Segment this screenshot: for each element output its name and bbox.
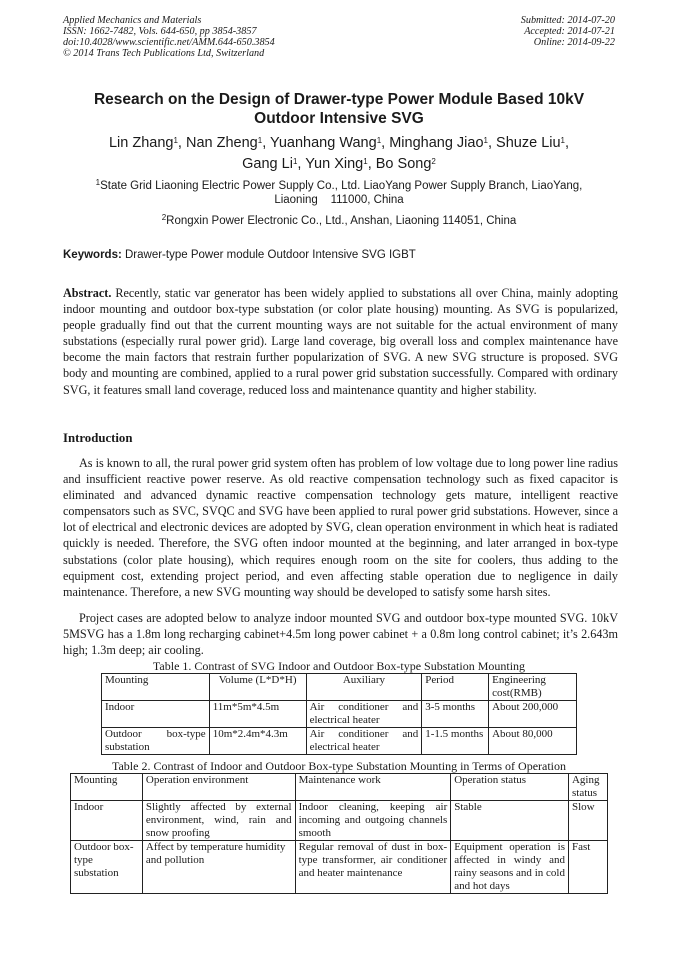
table-cell: 11m*5m*4.5m [209, 701, 306, 728]
table-cell: 1-1.5 months [422, 728, 489, 755]
table-header-cell: Aging status [568, 774, 607, 801]
author-name: Minghang Jiao [389, 135, 484, 151]
table-row [71, 841, 608, 894]
affiliation-2 [60, 214, 618, 228]
table-cell: About 80,000 [489, 728, 577, 755]
table-cell: Slightly affected by external environment, wind, rain and snow proofing [142, 801, 295, 841]
table-cell: Outdoor box-type substation [102, 728, 210, 755]
author-affil: 1 [257, 136, 263, 145]
table-2-caption: Table 2. Contrast of Indoor and Outdoor Box-type Substation Mounting in Terms of Operation [111, 759, 567, 773]
submitted-date: Submitted: 2014-07-20 [520, 15, 615, 26]
author-affil: 1 [376, 136, 382, 145]
author-name: Lin Zhang [108, 135, 174, 151]
affil-line: Rongxin Power Electronic Co., Ltd., Anshan, Liaoning 114051, China [166, 215, 517, 227]
affil-marker: 2 [161, 213, 167, 222]
table-row [71, 801, 608, 841]
table-cell: Indoor [71, 801, 143, 841]
keywords-label: Keywords: [63, 249, 122, 261]
table-header-cell: Engineering cost(RMB) [489, 674, 577, 701]
author-name: Gang Li [242, 156, 293, 172]
abstract-label: Abstract. [63, 286, 112, 300]
table-2 [70, 773, 608, 894]
affiliation-1 [60, 179, 618, 207]
affil-line: Liaoning 111000, China [274, 194, 404, 206]
table-cell: Affect by temperature humidity and pollution [142, 841, 295, 894]
table-cell: Indoor cleaning, keeping air incoming and outgoing channels smooth [295, 801, 451, 841]
submission-dates [521, 15, 615, 48]
table-1 [101, 673, 577, 755]
journal-doi: doi:10.4028/www.scientific.net/AMM.644-650.3854 [63, 37, 275, 48]
section-heading: Introduction [63, 431, 133, 445]
abstract [63, 285, 618, 398]
keywords [63, 249, 618, 261]
affil-line: State Grid Liaoning Electric Power Supply Co., Ltd. LiaoYang Power Supply Branch, LiaoYang, [100, 180, 583, 192]
table-header-cell: Mounting [71, 774, 143, 801]
paper-title [60, 90, 618, 128]
abstract-text: Recently, static var generator has been widely applied to substations all over China, mainly adopting indoor mounting and outdoor box-type substation (or color plate housing) mounting. As SVG is popularized, people gradually find out that the current mounting ways are not suitable for the actual environment of many substations (especially rural power grid). Large land coverage, big overall loss and complex maintenance have become the main factors that restrain further popularization of SVG. A new SVG structure is proposed. SVG body and mounting are combined, applied to a rural power grid substation successfully. Compared with ordinary SVG, it features small land coverage, reduced loss and maintenance quantity and higher stability. [63, 286, 618, 397]
table-header-cell: Auxiliary [306, 674, 422, 701]
table-1-caption: Table 1. Contrast of SVG Indoor and Outdoor Box-type Substation Mounting [152, 659, 526, 673]
table-cell: Air conditioner and electrical heater [306, 701, 422, 728]
table-cell: 10m*2.4m*4.3m [209, 728, 306, 755]
author-name: Bo Song [375, 156, 432, 172]
table-cell: Slow [568, 801, 607, 841]
author-affil: 1 [363, 157, 368, 166]
author-name: Nan Zheng [185, 135, 258, 151]
author-affil: 1 [560, 136, 565, 145]
online-date: Online: 2014-09-22 [533, 37, 615, 48]
journal-copyright: © 2014 Trans Tech Publications Ltd, Switzerland [63, 48, 265, 59]
table-cell: Indoor [102, 701, 210, 728]
journal-name: Applied Mechanics and Materials [63, 15, 202, 26]
table-header-cell: Mounting [102, 674, 210, 701]
table-header-cell: Period [422, 674, 489, 701]
journal-info [63, 15, 275, 59]
author-affil: 1 [292, 157, 298, 166]
author-affil: 1 [483, 136, 488, 145]
table-cell: About 200,000 [489, 701, 577, 728]
author-affil: 2 [431, 157, 436, 166]
table-header-cell: Volume (L*D*H) [209, 674, 306, 701]
table-header-row [102, 674, 577, 701]
table-cell: Equipment operation is affected in windy and rainy seasons and in cold and hot days [451, 841, 569, 894]
table-header-row [71, 774, 608, 801]
table-cell: Fast [568, 841, 607, 894]
table-cell: 3-5 months [422, 701, 489, 728]
journal-issn: ISSN: 1662-7482, Vols. 644-650, pp 3854-3857 [63, 26, 257, 37]
keywords-text: Drawer-type Power module Outdoor Intensive SVG IGBT [125, 249, 416, 261]
affil-marker: 1 [95, 178, 101, 187]
table-cell: Air conditioner and electrical heater [306, 728, 422, 755]
title-line-1: Research on the Design of Drawer-type Power Module Based 10kV [93, 91, 585, 108]
accepted-date: Accepted: 2014-07-21 [524, 26, 615, 37]
table-header-cell: Operation environment [142, 774, 295, 801]
author-line-2: Gang Li$^1$, Yun Xing$^1$, Bo Song$^2$ [242, 156, 436, 172]
title-line-2: Outdoor Intensive SVG [254, 110, 424, 127]
author-name: Yun Xing [305, 156, 364, 172]
author-line-1: Lin Zhang$^1$, Nan Zheng$^1$, Yuanhang Wang$^1$, Minghang Jiao$^1$, Shuze Liu$^1$, [108, 135, 570, 151]
table-header-cell: Maintenance work [295, 774, 451, 801]
table-row [102, 701, 577, 728]
table-cell: Regular removal of dust in box-type transformer, air conditioner and heater maintenance [295, 841, 451, 894]
author-name: Shuze Liu [496, 135, 561, 151]
table-cell: Outdoor box-type substation [71, 841, 143, 894]
author-affil: 1 [173, 136, 178, 145]
intro-paragraph-2: Project cases are adopted below to analyze indoor mounted SVG and outdoor box-type mounted SVG. 10kV 5MSVG has a 1.8m long recharging cabinet+4.5m long power cabinet + a 0.8m long control cabinet; it’s 2.643m high; 1.3m deep; air cooling. [63, 611, 618, 658]
table-cell: Stable [451, 801, 569, 841]
table-header-cell: Operation status [451, 774, 569, 801]
table-row [102, 728, 577, 755]
author-name: Yuanhang Wang [269, 135, 377, 151]
author-list [60, 133, 618, 175]
intro-paragraph-1: As is known to all, the rural power grid system often has problem of low voltage due to long power line radius and insufficient reactive power reserve. As old reactive compensation technology such as fixed capacitor is eliminated and advanced dynamic reactive compensation technology gets mature, intelligent reactive compensators such as SVC, SVQC and SVG have been applied to rural power grid substations. However, since a lot of electrical and electronic devices are adopted by SVG, clean operation environment in which heat is radiated quickly is needed. Therefore, the SVG often indoor mounted at the beginning, and later arranged in box-type substations (color plate housing), which requires enough room on the site for coolers, thus adding to the equipment cost, extending project period, and even affecting stable operation due to negligence in daily maintenance. Therefore, a new SVG mounting way should be developed to satisfy some harsh sites. [63, 456, 618, 599]
